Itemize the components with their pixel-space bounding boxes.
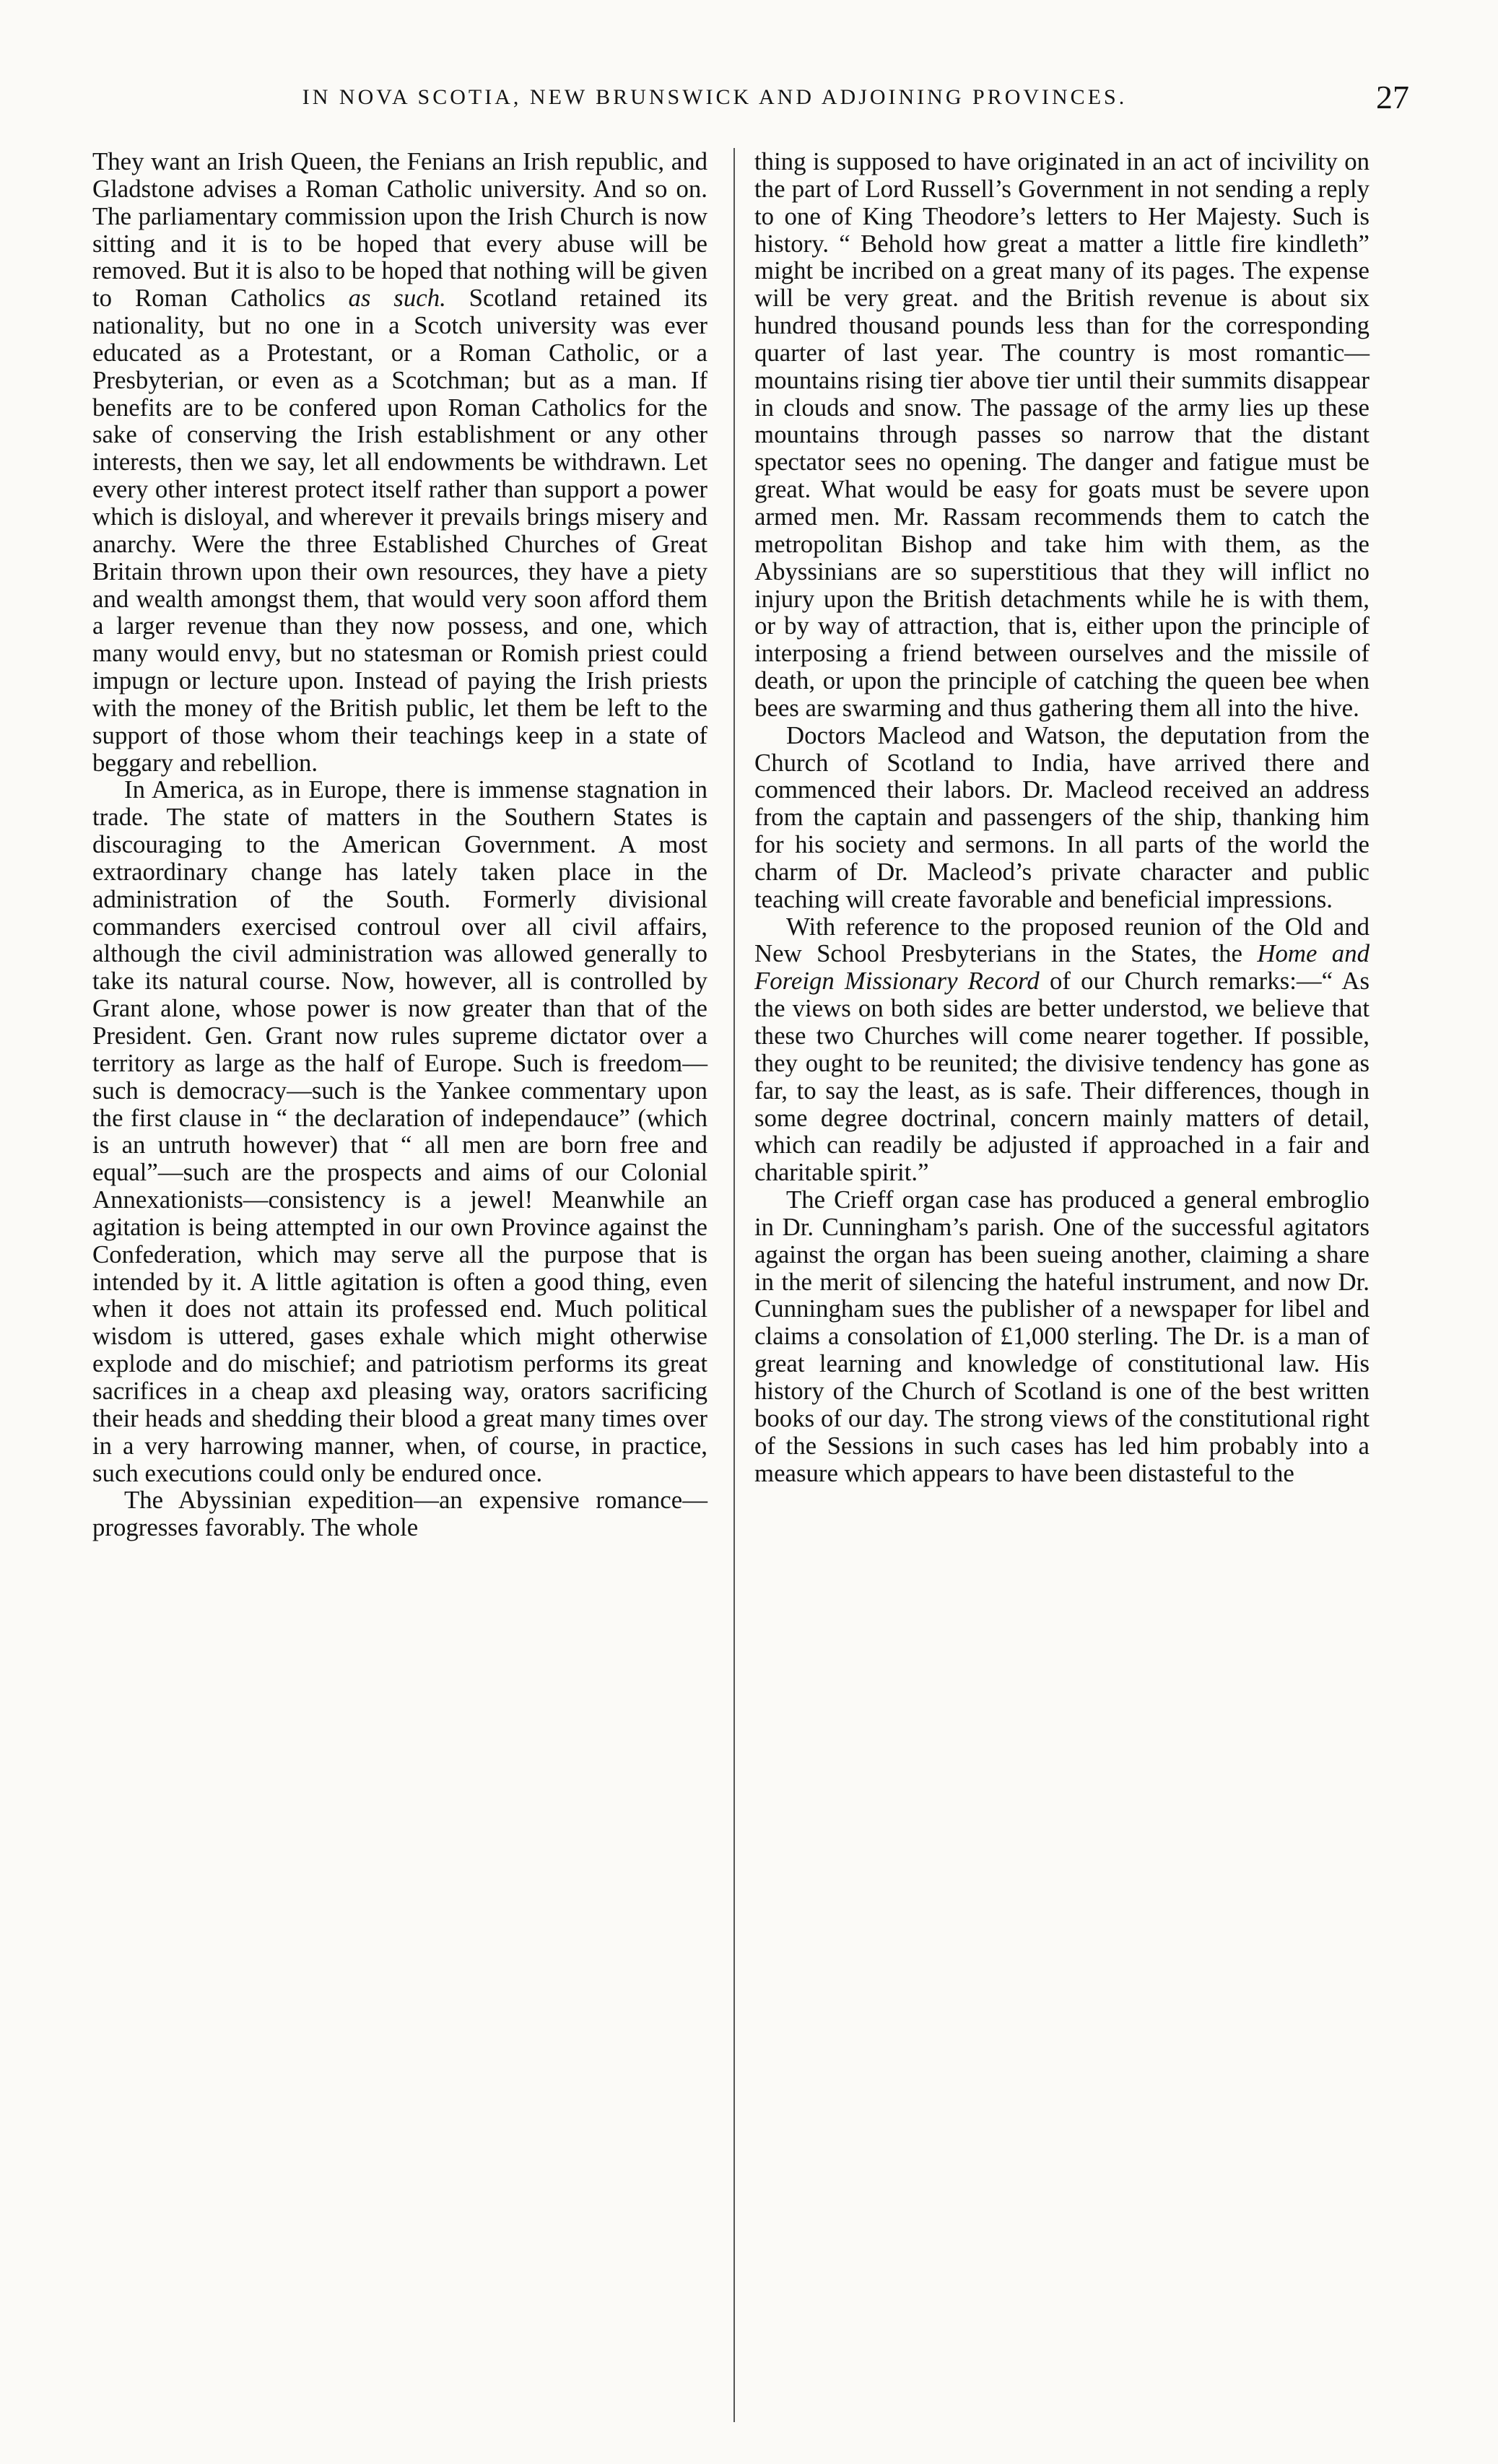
publication-title: Home and Foreign Missionary Record — [754, 939, 1369, 996]
right-paragraph-3: With reference to the proposed reunion of the Old and New School Presbyterians in the States, the Home and Foreign Missionary Record of our Church remarks:—“ As the views on both sides are better understod, we believe that these two Churches will come nearer together. If possible, they ought to be reunited; the divisive tendency has gone as far, to say the least, as is safe. Their differences, though in some degree doctrinal, concern mainly matters of detail, which can readily be adjusted if approached in a fair and charitable spirit.” — [754, 912, 1369, 1187]
left-paragraph-2: In America, as in Europe, there is immense stagnation in trade. The state of matters in the Southern States is discouraging to the American Government. A most extraordinary change has lately taken place in the administration of the South. Formerly divisional commanders exercised controul over all civil affairs, although the civil administration was allowed generally to take its natural course. Now, however, all is controlled by Grant alone, whose power is now greater than that of the President. Gen. Grant now rules supreme dictator over a territory as large as the half of Europe. Such is freedom—such is democracy—such is the Yankee commentary upon the first clause in “ the declaration of independauce” (which is an untruth however) that “ all men are born free and equal”—such are the prospects and aims of our Colonial Annexationists—consistency is a jewel! Meanwhile an agitation is being attempted in our own Province against the Confederation, which may serve all the purpose that is intended by it. A little agitation is often a good thing, even when it does not attain its professed end. Much political wisdom is uttered, gases exhale which might otherwise explode and do mischief; and patriotism performs its great sacrifices in a cheap axd pleasing way, orators sacrificing their heads and shedding their blood a great many times over in a very harrowing manner, when, of course, in practice, such executions could only be endured once. — [92, 775, 707, 1487]
left-paragraph-3: The Abyssinian expedition—an expensive romance—progresses favorably. The whole — [92, 1486, 707, 1542]
column-divider — [733, 148, 735, 2422]
right-paragraph-2: Doctors Macleod and Watson, the deputation from the Church of Scotland to India, have arrived there and commenced their labors. Dr. Macleod received an address from the captain and passengers of the ship, thanking him for his society and sermons. In all parts of the world the charm of Dr. Macleod’s private character and public teaching will create favorable and beneficial impressions. — [754, 721, 1369, 913]
running-head: IN NOVA SCOTIA, NEW BRUNSWICK AND ADJOINING PROVINCES. — [302, 85, 1128, 109]
right-paragraph-1: thing is supposed to have originated in an act of incivility on the part of Lord Russell’s Government in not sending a reply to one of King Theodore’s letters to Her Majesty. Such is history. “ Behold how great a matter a little fire kindleth” might be incribed on a great many of its pages. The expense will be very great. and the British revenue is about six hundred thousand pounds less than for the corresponding quarter of last year. The country is most romantic—mountains rising tier above tier until their summits disappear in clouds and snow. The passage of the army lies up these mountains through passes so narrow that the distant spectator sees no opening. The danger and fatigue must be great. What would be easy for goats must be severe upon armed men. Mr. Rassam recommends them to catch the metropolitan Bishop and take him with them, as the Abyssinians are so superstitious that they will inflict no injury upon the British detachments while he is with them, or by way of attraction, that is, either upon the principle of interposing a friend between ourselves and the missile of death, or upon the principle of catching the queen bee when bees are swarming and thus gathering them all into the hive. — [754, 147, 1369, 722]
right-column — [754, 148, 1369, 1486]
page-number: 27 — [1376, 79, 1409, 116]
left-column — [92, 148, 707, 1541]
right-paragraph-4: The Crieff organ case has produced a general embroglio in Dr. Cunningham’s parish. One of the successful agitators against the organ has been sueing another, claiming a share in the merit of silencing the hateful instrument, and now Dr. Cunningham sues the publisher of a newspaper for libel and claims a consolation of £1,000 sterling. The Dr. is a man of great learning and knowledge of constitutional law. His history of the Church of Scotland is one of the best written books of our day. The strong views of the constitutional right of the Sessions in such cases has led him probably into a measure which appears to have been distasteful to the — [754, 1185, 1369, 1487]
left-paragraph-1: They want an Irish Queen, the Fenians an Irish republic, and Gladstone advises a Roman Catholic university. And so on. The parliamentary commission upon the Irish Church is now sitting and it is to be hoped that every abuse will be removed. But it is also to be hoped that nothing will be given to Roman Catholics as such. Scotland retained its nationality, but no one in a Scotch university was ever educated as a Protestant, or a Roman Catholic, or a Presbyterian, or even as a Scotchman; but as a man. If benefits are to be confered upon Roman Catholics for the sake of conserving the Irish establishment or any other interests, then we say, let all endowments be withdrawn. Let every other interest protect itself rather than support a power which is disloyal, and wherever it prevails brings misery and anarchy. Were the three Established Churches of Great Britain thrown upon their own resources, they have a piety and wealth amongst them, that would very soon afford them a larger revenue than they now possess, and one, which many would envy, but no statesman or Romish priest could impugn or lecture upon. Instead of paying the Irish priests with the money of the British public, let them be left to the support of those whom their teachings keep in a state of beggary and rebellion. — [92, 147, 707, 777]
emphasis-as-such: as such. — [348, 284, 446, 313]
